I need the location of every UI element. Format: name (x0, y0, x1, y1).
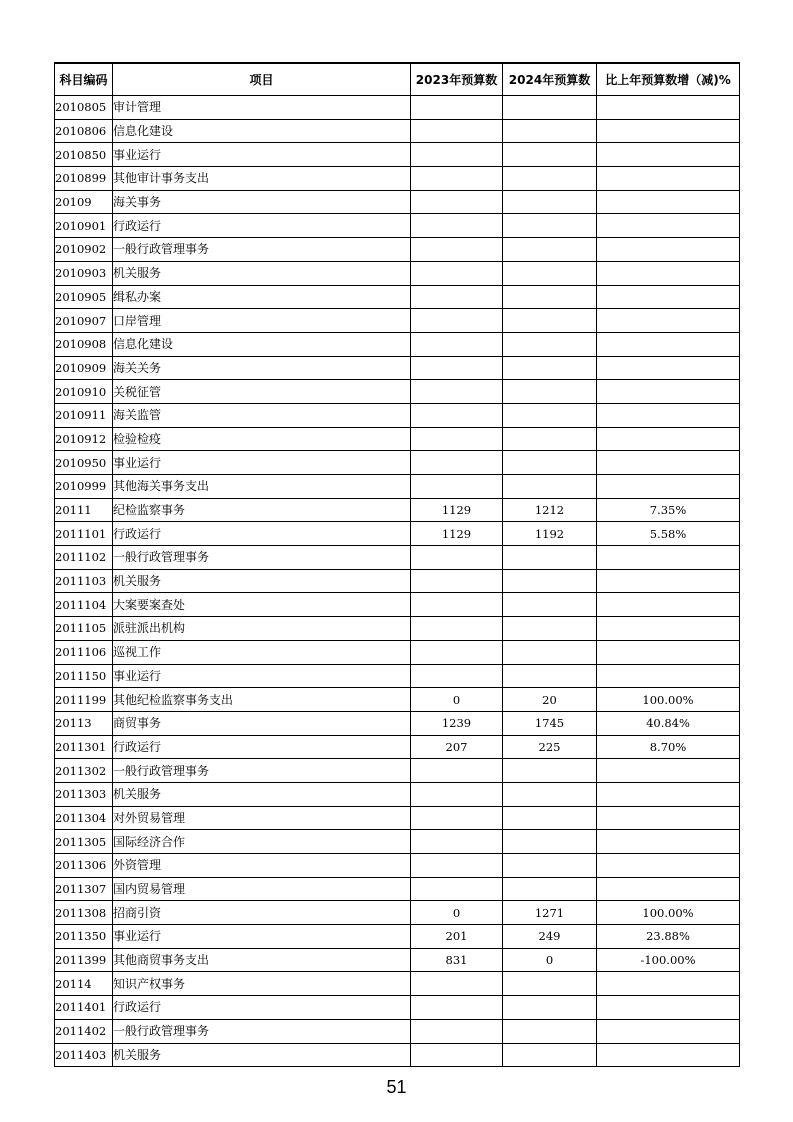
row-change-percent (597, 167, 740, 191)
row-2024-value (503, 617, 597, 641)
row-change-percent (597, 143, 740, 167)
table-row (55, 309, 740, 333)
row-name: 行政运行 (113, 735, 411, 759)
row-2023-value (411, 569, 503, 593)
row-code: 2011303 (55, 782, 113, 806)
row-2024-value (503, 996, 597, 1020)
row-name: 一般行政管理事务 (113, 759, 411, 783)
row-code: 2011401 (55, 996, 113, 1020)
table-row (55, 214, 740, 238)
row-change-percent (597, 830, 740, 854)
row-code: 2011403 (55, 1043, 113, 1067)
row-code: 2011103 (55, 569, 113, 593)
table-row (55, 451, 740, 475)
row-2024-value: 1192 (503, 522, 597, 546)
row-change-percent (597, 569, 740, 593)
row-change-percent: 8.70% (597, 735, 740, 759)
row-name: 机关服务 (113, 569, 411, 593)
row-code: 2011106 (55, 640, 113, 664)
table-row (55, 332, 740, 356)
row-code: 2010905 (55, 285, 113, 309)
row-2024-value (503, 546, 597, 570)
row-2024-value (503, 640, 597, 664)
row-name: 对外贸易管理 (113, 806, 411, 830)
row-2023-value: 1239 (411, 711, 503, 735)
table-row (55, 854, 740, 878)
row-code: 2010907 (55, 309, 113, 333)
row-2024-value (503, 356, 597, 380)
row-change-percent: 100.00% (597, 901, 740, 925)
table-row (55, 996, 740, 1020)
row-2023-value (411, 475, 503, 499)
row-change-percent (597, 261, 740, 285)
row-change-percent (597, 782, 740, 806)
row-code: 2011399 (55, 948, 113, 972)
row-change-percent (597, 593, 740, 617)
table-row (55, 806, 740, 830)
row-change-percent (597, 972, 740, 996)
row-code: 20109 (55, 190, 113, 214)
table-row (55, 593, 740, 617)
row-2023-value (411, 996, 503, 1020)
row-change-percent: 7.35% (597, 498, 740, 522)
row-name: 巡视工作 (113, 640, 411, 664)
row-2023-value (411, 119, 503, 143)
row-2023-value (411, 877, 503, 901)
row-2023-value (411, 546, 503, 570)
row-2024-value (503, 403, 597, 427)
row-code: 2010901 (55, 214, 113, 238)
row-2024-value (503, 664, 597, 688)
row-name: 海关关务 (113, 356, 411, 380)
row-code: 20114 (55, 972, 113, 996)
row-2023-value (411, 451, 503, 475)
row-2024-value: 1745 (503, 711, 597, 735)
row-2024-value (503, 214, 597, 238)
table-header (55, 63, 740, 96)
row-2023-value (411, 1019, 503, 1043)
row-name: 纪检监察事务 (113, 498, 411, 522)
row-code: 2011350 (55, 925, 113, 949)
row-2023-value (411, 167, 503, 191)
row-name: 机关服务 (113, 1043, 411, 1067)
table-row (55, 119, 740, 143)
row-2024-value (503, 238, 597, 262)
row-code: 2011306 (55, 854, 113, 878)
row-2024-value (503, 451, 597, 475)
row-2024-value (503, 759, 597, 783)
row-change-percent: -100.00% (597, 948, 740, 972)
row-2023-value (411, 96, 503, 120)
row-2024-value (503, 854, 597, 878)
row-2023-value (411, 214, 503, 238)
row-2024-value: 249 (503, 925, 597, 949)
row-name: 招商引资 (113, 901, 411, 925)
row-name: 商贸事务 (113, 711, 411, 735)
row-2024-value (503, 569, 597, 593)
row-2023-value (411, 143, 503, 167)
row-2024-value: 1271 (503, 901, 597, 925)
row-name: 知识产权事务 (113, 972, 411, 996)
row-change-percent (597, 356, 740, 380)
table-row (55, 522, 740, 546)
row-change-percent (597, 877, 740, 901)
row-2023-value (411, 593, 503, 617)
row-2024-value (503, 593, 597, 617)
row-change-percent (597, 380, 740, 404)
header-row (55, 63, 740, 96)
row-2023-value: 207 (411, 735, 503, 759)
row-2024-value (503, 119, 597, 143)
row-code: 2010903 (55, 261, 113, 285)
row-2023-value (411, 664, 503, 688)
row-name: 行政运行 (113, 214, 411, 238)
row-2023-value (411, 972, 503, 996)
row-2023-value (411, 356, 503, 380)
table-row (55, 285, 740, 309)
row-code: 2011307 (55, 877, 113, 901)
row-2024-value (503, 143, 597, 167)
table-row (55, 261, 740, 285)
row-code: 2011101 (55, 522, 113, 546)
table-row (55, 830, 740, 854)
row-code: 2011199 (55, 688, 113, 712)
row-name: 国内贸易管理 (113, 877, 411, 901)
table-row (55, 782, 740, 806)
row-code: 2010899 (55, 167, 113, 191)
row-2023-value: 0 (411, 901, 503, 925)
row-code: 2010805 (55, 96, 113, 120)
row-name: 信息化建设 (113, 119, 411, 143)
row-change-percent (597, 309, 740, 333)
table-row (55, 688, 740, 712)
row-name: 一般行政管理事务 (113, 1019, 411, 1043)
row-2023-value: 1129 (411, 498, 503, 522)
row-2024-value (503, 332, 597, 356)
table-row (55, 948, 740, 972)
header-change: 比上年预算数增（减)% (597, 63, 740, 96)
table-row (55, 735, 740, 759)
row-change-percent (597, 475, 740, 499)
row-name: 一般行政管理事务 (113, 238, 411, 262)
row-code: 2010912 (55, 427, 113, 451)
row-code: 20111 (55, 498, 113, 522)
header-code: 科目编码 (55, 63, 113, 96)
row-name: 审计管理 (113, 96, 411, 120)
row-name: 信息化建设 (113, 332, 411, 356)
row-2023-value (411, 427, 503, 451)
row-name: 口岸管理 (113, 309, 411, 333)
table-row (55, 427, 740, 451)
row-change-percent (597, 238, 740, 262)
row-2023-value (411, 285, 503, 309)
row-2023-value (411, 759, 503, 783)
row-name: 检验检疫 (113, 427, 411, 451)
table-row (55, 759, 740, 783)
row-name: 大案要案查处 (113, 593, 411, 617)
row-2023-value (411, 380, 503, 404)
row-change-percent (597, 546, 740, 570)
table-row (55, 380, 740, 404)
row-2023-value (411, 238, 503, 262)
row-change-percent (597, 451, 740, 475)
row-name: 其他纪检监察事务支出 (113, 688, 411, 712)
row-code: 20113 (55, 711, 113, 735)
row-name: 行政运行 (113, 522, 411, 546)
row-name: 缉私办案 (113, 285, 411, 309)
row-2024-value (503, 380, 597, 404)
row-2024-value (503, 806, 597, 830)
row-change-percent (597, 285, 740, 309)
row-2024-value (503, 285, 597, 309)
row-2023-value (411, 403, 503, 427)
row-code: 2010909 (55, 356, 113, 380)
row-code: 2011308 (55, 901, 113, 925)
row-name: 其他商贸事务支出 (113, 948, 411, 972)
row-2023-value (411, 806, 503, 830)
row-change-percent (597, 427, 740, 451)
row-2023-value (411, 830, 503, 854)
row-2024-value: 225 (503, 735, 597, 759)
table-row (55, 238, 740, 262)
row-name: 派驻派出机构 (113, 617, 411, 641)
row-2024-value (503, 877, 597, 901)
row-change-percent (597, 403, 740, 427)
row-change-percent: 100.00% (597, 688, 740, 712)
row-name: 外资管理 (113, 854, 411, 878)
table-row (55, 711, 740, 735)
table-row (55, 167, 740, 191)
row-2024-value (503, 782, 597, 806)
budget-table (54, 62, 740, 1067)
row-2023-value (411, 190, 503, 214)
row-change-percent (597, 190, 740, 214)
row-change-percent (597, 996, 740, 1020)
row-2024-value (503, 190, 597, 214)
row-2024-value (503, 309, 597, 333)
row-name: 其他审计事务支出 (113, 167, 411, 191)
row-name: 国际经济合作 (113, 830, 411, 854)
row-name: 行政运行 (113, 996, 411, 1020)
row-change-percent (597, 806, 740, 830)
row-2024-value (503, 475, 597, 499)
row-name: 一般行政管理事务 (113, 546, 411, 570)
row-code: 2010910 (55, 380, 113, 404)
row-change-percent: 23.88% (597, 925, 740, 949)
row-2024-value (503, 261, 597, 285)
row-code: 2010908 (55, 332, 113, 356)
row-change-percent (597, 96, 740, 120)
row-2024-value (503, 96, 597, 120)
row-2023-value: 201 (411, 925, 503, 949)
row-code: 2010902 (55, 238, 113, 262)
table-row (55, 475, 740, 499)
row-code: 2011304 (55, 806, 113, 830)
row-change-percent (597, 854, 740, 878)
table-row (55, 877, 740, 901)
row-code: 2011302 (55, 759, 113, 783)
table-row (55, 356, 740, 380)
header-2023: 2023年预算数 (411, 63, 503, 96)
row-name: 事业运行 (113, 143, 411, 167)
row-code: 2011301 (55, 735, 113, 759)
row-name: 关税征管 (113, 380, 411, 404)
row-2023-value (411, 617, 503, 641)
table-row (55, 617, 740, 641)
row-change-percent (597, 1043, 740, 1067)
row-code: 2011105 (55, 617, 113, 641)
row-2023-value: 831 (411, 948, 503, 972)
table-row (55, 664, 740, 688)
header-name: 项目 (113, 63, 411, 96)
table-row (55, 1019, 740, 1043)
table-body (55, 96, 740, 1067)
row-change-percent: 40.84% (597, 711, 740, 735)
row-2023-value (411, 640, 503, 664)
row-change-percent (597, 1019, 740, 1043)
table-row (55, 190, 740, 214)
row-code: 2011305 (55, 830, 113, 854)
row-change-percent: 5.58% (597, 522, 740, 546)
row-2023-value (411, 854, 503, 878)
row-2024-value: 0 (503, 948, 597, 972)
row-name: 机关服务 (113, 261, 411, 285)
row-name: 事业运行 (113, 664, 411, 688)
row-change-percent (597, 119, 740, 143)
row-2023-value (411, 1043, 503, 1067)
row-2024-value: 20 (503, 688, 597, 712)
row-code: 2011150 (55, 664, 113, 688)
row-2023-value: 1129 (411, 522, 503, 546)
row-change-percent (597, 640, 740, 664)
row-name: 海关事务 (113, 190, 411, 214)
table-row (55, 1043, 740, 1067)
row-name: 机关服务 (113, 782, 411, 806)
row-2023-value (411, 782, 503, 806)
row-code: 2010950 (55, 451, 113, 475)
row-code: 2010850 (55, 143, 113, 167)
table-row (55, 972, 740, 996)
row-2024-value (503, 1019, 597, 1043)
row-change-percent (597, 664, 740, 688)
table-row (55, 143, 740, 167)
table-row (55, 569, 740, 593)
row-2023-value: 0 (411, 688, 503, 712)
row-name: 海关监管 (113, 403, 411, 427)
table-row (55, 96, 740, 120)
row-code: 2010911 (55, 403, 113, 427)
row-2024-value (503, 972, 597, 996)
row-change-percent (597, 332, 740, 356)
table-row (55, 498, 740, 522)
row-code: 2010999 (55, 475, 113, 499)
table-row (55, 901, 740, 925)
row-2023-value (411, 261, 503, 285)
table-row (55, 640, 740, 664)
row-code: 2011102 (55, 546, 113, 570)
row-change-percent (597, 759, 740, 783)
row-code: 2010806 (55, 119, 113, 143)
row-code: 2011104 (55, 593, 113, 617)
row-2023-value (411, 332, 503, 356)
row-change-percent (597, 617, 740, 641)
row-2024-value (503, 1043, 597, 1067)
row-name: 事业运行 (113, 451, 411, 475)
table-row (55, 403, 740, 427)
row-2024-value (503, 427, 597, 451)
row-2023-value (411, 309, 503, 333)
row-name: 事业运行 (113, 925, 411, 949)
row-code: 2011402 (55, 1019, 113, 1043)
row-2024-value: 1212 (503, 498, 597, 522)
row-2024-value (503, 830, 597, 854)
row-change-percent (597, 214, 740, 238)
header-2024: 2024年预算数 (503, 63, 597, 96)
table-row (55, 925, 740, 949)
table-row (55, 546, 740, 570)
row-name: 其他海关事务支出 (113, 475, 411, 499)
row-2024-value (503, 167, 597, 191)
page-number: 51 (386, 1077, 407, 1097)
